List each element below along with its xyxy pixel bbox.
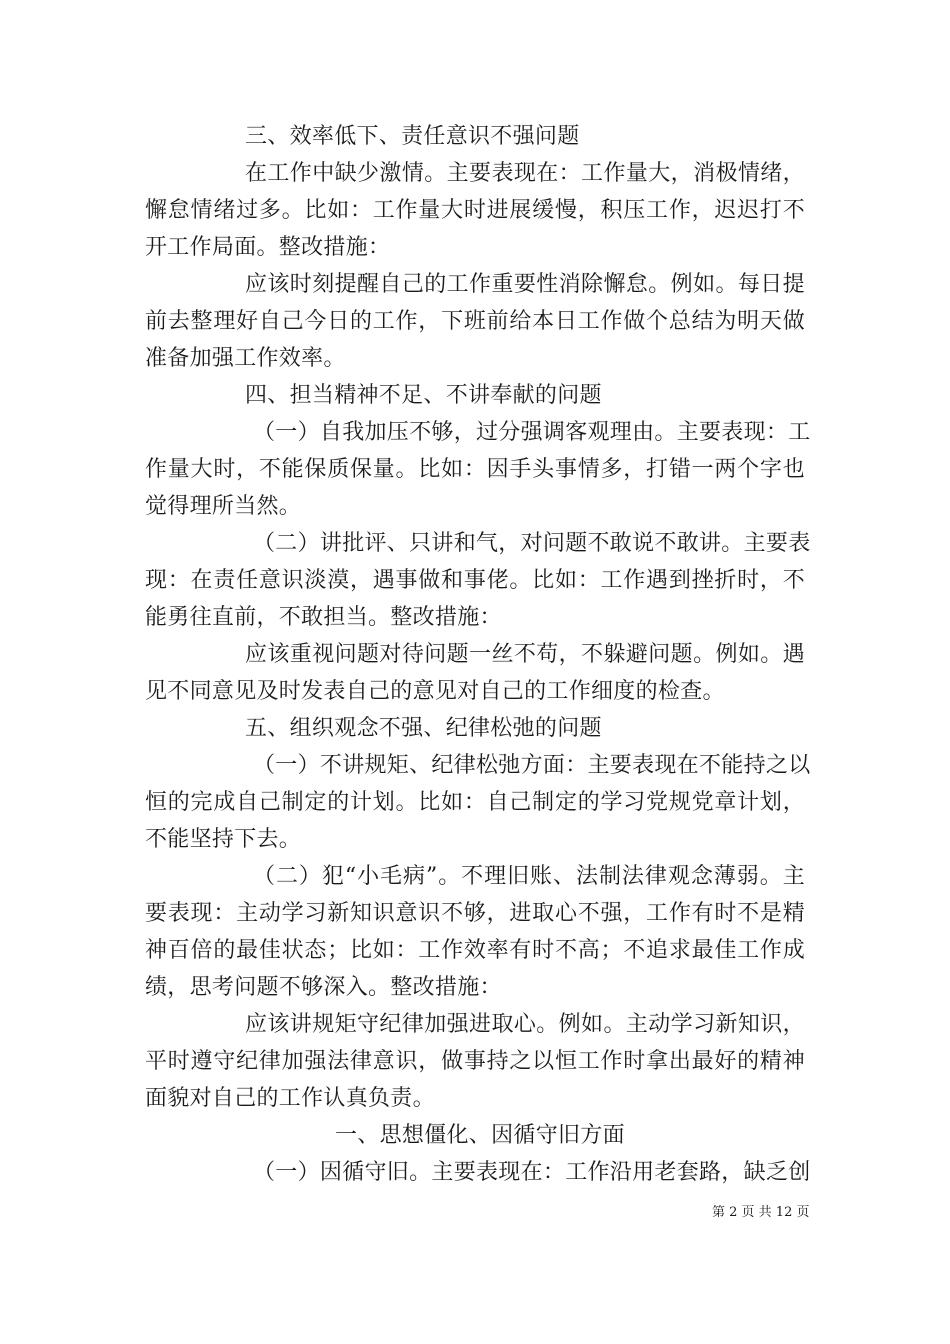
- paragraph-line: 不能坚持下去。: [145, 827, 302, 852]
- paragraph-line: 见不同意见及时发表自己的意见对自己的工作细度的检查。: [145, 679, 725, 704]
- paragraph-line: 前去整理好自己今日的工作，下班前给本日工作做个总结为明天做: [145, 309, 805, 334]
- paragraph-line: 在工作中缺少激情。主要表现在：工作量大，消极情绪，: [245, 161, 805, 186]
- heading-section-3: 三、效率低下、责任意识不强问题: [245, 124, 580, 149]
- paragraph-line: （一）因循守旧。主要表现在：工作沿用老套路，缺乏创: [253, 1160, 811, 1185]
- heading-section-4: 四、担当精神不足、不讲奉献的问题: [245, 383, 602, 408]
- paragraph-line: 觉得理所当然。: [145, 494, 302, 519]
- paragraph-line: （二）讲批评、只讲和气，对问题不敢说不敢讲。主要表: [253, 531, 811, 556]
- heading-section-5: 五、组织观念不强、纪律松弛的问题: [245, 716, 602, 741]
- page-number-footer: 第 2 页 共 12 页: [712, 1205, 810, 1220]
- paragraph-line: （一）不讲规矩、纪律松弛方面：主要表现在不能持之以: [253, 753, 811, 778]
- paragraph-line: 开工作局面。整改措施：: [145, 235, 391, 260]
- paragraph-line: 懈怠情绪过多。比如：工作量大时进展缓慢，积压工作，迟迟打不: [145, 198, 805, 223]
- paragraph-line: 绩，思考问题不够深入。整改措施：: [145, 975, 502, 1000]
- paragraph-line: 恒的完成自己制定的计划。比如：自己制定的学习党规党章计划，: [145, 790, 805, 815]
- paragraph-line: 作量大时，不能保质保量。比如：因手头事情多，打错一两个字也: [145, 457, 805, 482]
- paragraph-line: 面貌对自己的工作认真负责。: [145, 1086, 435, 1111]
- paragraph-line: 应该讲规矩守纪律加强进取心。例如。主动学习新知识，: [245, 1012, 805, 1037]
- paragraph-line: 应该时刻提醒自己的工作重要性消除懈怠。例如。每日提: [245, 272, 805, 297]
- paragraph-line: 应该重视问题对待问题一丝不苟，不躲避问题。例如。遇: [245, 642, 805, 667]
- paragraph-line: （一）自我加压不够，过分强调客观理由。主要表现：工: [253, 420, 811, 445]
- heading-section-1: 一、思想僵化、因循守旧方面: [335, 1123, 625, 1148]
- paragraph-line: （二）犯“小毛病”。不理旧账、法制法律观念薄弱。主: [253, 864, 805, 889]
- paragraph-line: 神百倍的最佳状态；比如：工作效率有时不高；不追求最佳工作成: [145, 938, 805, 963]
- paragraph-line: 准备加强工作效率。: [145, 346, 346, 371]
- paragraph-line: 现：在责任意识淡漠，遇事做和事佬。比如：工作遇到挫折时，不: [145, 568, 805, 593]
- paragraph-line: 平时遵守纪律加强法律意识，做事持之以恒工作时拿出最好的精神: [145, 1049, 805, 1074]
- paragraph-line: 要表现：主动学习新知识意识不够，进取心不强，工作有时不是精: [145, 901, 805, 926]
- paragraph-line: 能勇往直前，不敢担当。整改措施：: [145, 605, 502, 630]
